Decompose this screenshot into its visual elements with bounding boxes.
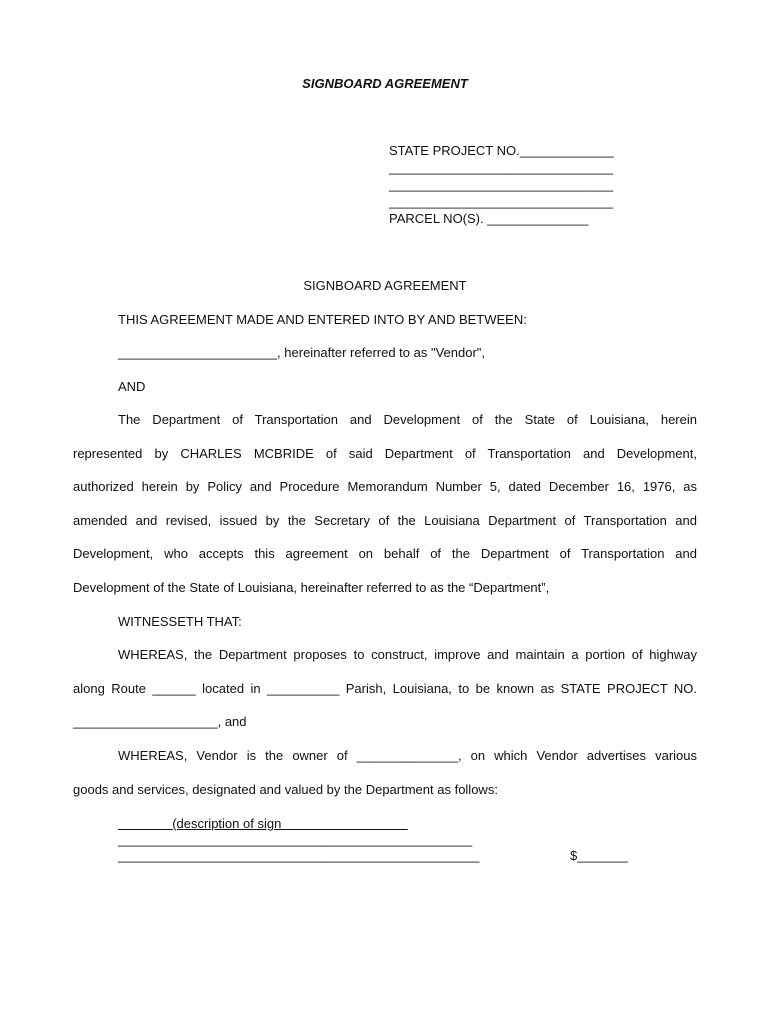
sign-desc-suffix	[281, 816, 407, 831]
sign-description-line	[118, 816, 408, 831]
intro-line: THIS AGREEMENT MADE AND ENTERED INTO BY AND BETWEEN:	[118, 312, 527, 327]
paragraph-line: Development, who accepts this agreement on behalf of the Department of Transportation and	[73, 546, 697, 562]
sign-blank-line: __________________________________________________	[118, 848, 480, 863]
paragraph-line: ____________________, and	[73, 714, 247, 730]
paragraph-line: WHEREAS, Vendor is the owner of ______________, on which Vendor advertises various	[118, 748, 697, 763]
and-line: AND	[118, 379, 146, 394]
state-project-no: STATE PROJECT NO._____________	[389, 143, 614, 158]
whereas-paragraph-2	[73, 748, 697, 815]
document-title: SIGNBOARD AGREEMENT	[302, 76, 468, 91]
paragraph-line: along Route ______ located in __________ Parish, Louisiana, to be known as STATE PROJECT NO.	[73, 680, 697, 696]
header-blank-line: _______________________________	[389, 160, 614, 175]
whereas-paragraph-1	[73, 647, 697, 748]
vendor-line: ______________________, hereinafter referred to as "Vendor",	[118, 345, 486, 360]
paragraph-line: authorized herein by Policy and Procedure Memorandum Number 5, dated December 16, 1976, as	[73, 479, 697, 495]
agreement-heading: SIGNBOARD AGREEMENT	[303, 278, 467, 293]
paragraph-line: WHEREAS, the Department proposes to construct, improve and maintain a portion of highway	[118, 647, 697, 662]
sign-desc-label: (description of sign	[172, 816, 282, 831]
sign-value: $_______	[570, 848, 628, 863]
header-blank-line: _______________________________	[389, 177, 614, 192]
paragraph-line: goods and services, designated and valued by the Department as follows:	[73, 781, 498, 797]
paragraph-line: amended and revised, issued by the Secretary of the Louisiana Department of Transportation and	[73, 512, 697, 528]
sign-desc-prefix	[118, 816, 172, 831]
paragraph-line: represented by CHARLES MCBRIDE of said Department of Transportation and Development,	[73, 445, 697, 461]
header-blank-line: _______________________________	[389, 194, 614, 209]
parcel-no: PARCEL NO(S). ______________	[389, 211, 589, 226]
witnesseth-line: WITNESSETH THAT:	[118, 614, 242, 629]
sign-blank-line: _________________________________________________	[118, 832, 473, 847]
department-paragraph	[73, 412, 697, 614]
paragraph-line: The Department of Transportation and Development of the State of Louisiana, herein	[118, 412, 697, 427]
paragraph-line: Development of the State of Louisiana, hereinafter referred to as the “Department”,	[73, 579, 550, 595]
